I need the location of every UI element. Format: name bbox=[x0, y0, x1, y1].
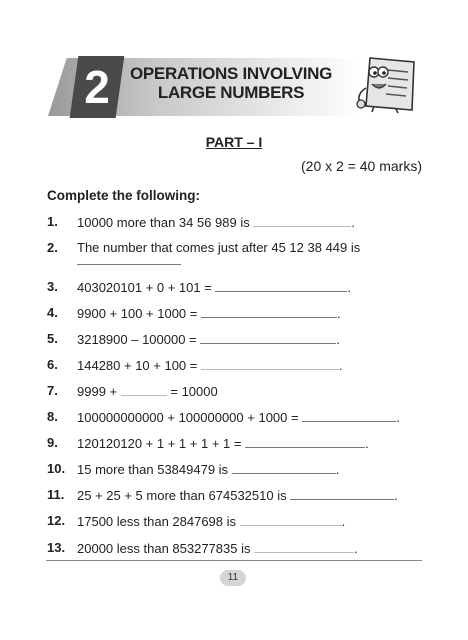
question-suffix: . bbox=[341, 514, 346, 529]
question-text: 17500 less than 2847698 is bbox=[77, 514, 237, 529]
answer-blank[interactable] bbox=[77, 252, 181, 265]
document-mascot-icon bbox=[352, 54, 422, 114]
question-suffix: . bbox=[394, 488, 398, 503]
answer-blank[interactable] bbox=[240, 513, 342, 526]
part-heading: PART – I bbox=[205, 134, 263, 150]
question-number: 1. bbox=[47, 214, 58, 229]
answer-blank[interactable] bbox=[253, 214, 351, 227]
chapter-title-line1: OPERATIONS INVOLVING bbox=[129, 64, 333, 83]
question-text: 100000000000 + 100000000 + 1000 = bbox=[77, 410, 299, 425]
question-suffix: . bbox=[337, 306, 341, 321]
question-number: 2. bbox=[47, 240, 58, 255]
footer-divider bbox=[46, 560, 422, 561]
answer-blank[interactable] bbox=[302, 409, 396, 422]
question-text: 9900 + 100 + 1000 = bbox=[77, 306, 198, 321]
question-suffix: . bbox=[336, 332, 340, 347]
answer-blank[interactable] bbox=[201, 305, 337, 318]
instruction-text: Complete the following: bbox=[47, 188, 200, 203]
chapter-title-line2: LARGE NUMBERS bbox=[157, 83, 305, 102]
question-number: 8. bbox=[47, 409, 58, 424]
question-text: 20000 less than 853277835 is bbox=[77, 541, 251, 556]
chapter-title bbox=[126, 64, 336, 102]
question-text: 120120120 + 1 + 1 + 1 + 1 = bbox=[77, 436, 242, 451]
question-suffix: . bbox=[335, 462, 340, 477]
question-suffix: . bbox=[347, 280, 352, 295]
question-text: 10000 more than 34 56 989 is bbox=[77, 215, 250, 230]
question-text: 403020101 + 0 + 101 = bbox=[77, 280, 212, 295]
marks-label: (20 x 2 = 40 marks) bbox=[301, 158, 422, 174]
question-text: 9999 + bbox=[77, 384, 118, 399]
question-number: 11. bbox=[47, 487, 65, 502]
question-suffix: . bbox=[354, 541, 358, 556]
answer-blank[interactable] bbox=[245, 435, 365, 448]
question-suffix: . bbox=[396, 410, 400, 425]
answer-blank[interactable] bbox=[254, 540, 354, 553]
question-number: 12. bbox=[47, 513, 66, 528]
chapter-number-box bbox=[70, 56, 125, 118]
answer-blank[interactable] bbox=[232, 461, 336, 474]
question-number: 5. bbox=[47, 331, 58, 346]
chapter-number: 2 bbox=[84, 61, 110, 113]
question-number: 9. bbox=[47, 435, 58, 450]
question-number: 10. bbox=[47, 461, 66, 476]
question-number: 4. bbox=[47, 305, 58, 320]
answer-blank[interactable] bbox=[121, 383, 167, 396]
question-text: 25 + 25 + 5 more than 674532510 is bbox=[77, 488, 287, 503]
question-text: 144280 + 10 + 100 = bbox=[77, 358, 198, 373]
question-text: 15 more than 53849479 is bbox=[77, 462, 229, 477]
answer-blank[interactable] bbox=[200, 331, 336, 344]
answer-blank[interactable] bbox=[215, 279, 347, 292]
answer-blank[interactable] bbox=[201, 357, 339, 370]
question-text: 3218900 – 100000 = bbox=[77, 332, 197, 347]
question-suffix: . bbox=[351, 215, 355, 230]
question-number: 3. bbox=[47, 279, 58, 294]
question-suffix: . bbox=[365, 436, 369, 451]
question-text: The number that comes just after 45 12 38 449 is bbox=[77, 240, 361, 255]
question-suffix: . bbox=[339, 358, 343, 373]
question-number: 13. bbox=[47, 540, 66, 555]
answer-blank[interactable] bbox=[290, 487, 394, 500]
question-number: 6. bbox=[47, 357, 58, 372]
page-number: 11 bbox=[220, 570, 246, 586]
question-suffix: = 10000 bbox=[170, 384, 218, 399]
question-number: 7. bbox=[47, 383, 58, 398]
